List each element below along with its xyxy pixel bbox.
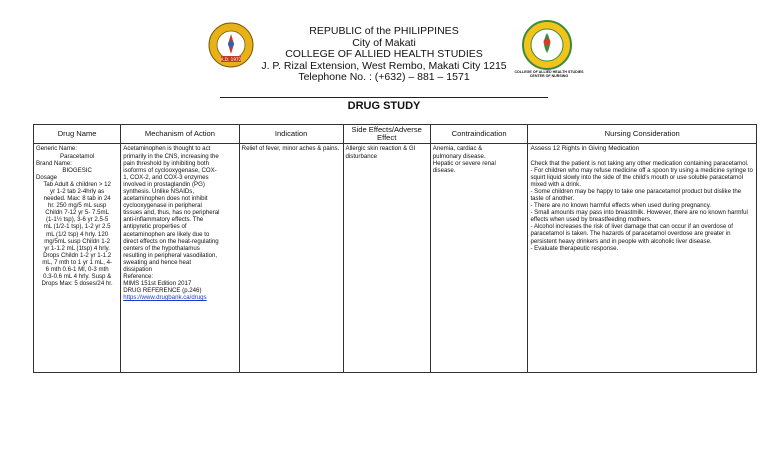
header-mechanism: Mechanism of Action	[121, 125, 239, 144]
mechanism-line: sweating and hence heat	[123, 258, 192, 266]
nursing-first-line: Assess 12 Rights in Giving Medication	[530, 145, 640, 153]
nursing-paragraph: - For children who may refuse medicine off a spoon try using a medicine syringe to squirt liquid slowly into the side of the child's mouth or use soluble paracetamol mixed with a drink.	[530, 166, 753, 188]
mechanism-line: dissipation	[123, 266, 153, 273]
mechanism-line: synthesis. Unlike NSAIDs,	[123, 187, 195, 195]
mechanism-line: Acetaminophen is thought to act	[123, 145, 211, 153]
dosage-label: Dosage	[36, 173, 58, 181]
mechanism-line: antipyretic properties of	[123, 223, 187, 231]
reference-line: DRUG REFERENCE (p.246)	[123, 287, 202, 295]
indication-cell: Relief of fever, minor aches & pains.	[239, 144, 343, 373]
mechanism-line: resulting in peripheral vasodilation,	[123, 251, 218, 259]
republic-line: REPUBLIC of the PHILIPPINES	[309, 25, 459, 37]
nursing-paragraph: Check that the patient is not taking any other medication containing paracetamol.	[530, 159, 749, 167]
mechanism-line: pain threshold by inhibiting both	[123, 159, 209, 167]
left-logo-text: A.D. 1972	[220, 57, 242, 62]
contraindication-line: disease.	[432, 166, 456, 174]
header-contraindication: Contraindication	[430, 125, 528, 144]
mechanism-line: isoforms of cyclooxygenase, COX-	[123, 166, 217, 174]
header-divider	[220, 97, 548, 98]
nursing-paragraph: - There are no known harmful effects when used during pregnancy.	[530, 202, 711, 210]
brand-name: BIOGESIC	[62, 166, 92, 174]
nursing-paragraph: - Some children may be happy to take one paracetamol product but dislike the taste of another.	[530, 187, 742, 202]
dosage-line: mL (1/2 tsp) 4 hrly. 120	[46, 230, 109, 238]
nursing-paragraph: - Alcohol increases the risk of liver damage that can occur if an overdose of paracetamol is taken. The hazards of paracetamol overdose are greater in persistent heavy drinkers and in people with alcoholic liver disease.	[530, 223, 733, 245]
reference-label: Reference:	[123, 273, 154, 281]
telephone-line: Telephone No. : (+632) – 881 – 1571	[298, 71, 470, 83]
contraindication-line: pulmonary disease.	[432, 152, 486, 160]
nursing-paragraph: - Small amounts may pass into breastmilk. However, there are no known harmful effects when used by breastfeeding mothers.	[530, 209, 748, 224]
reference-line: MIMS 151st Edition 2017	[123, 280, 192, 288]
header-side-effects: Side Effects/Adverse Effect	[343, 125, 430, 144]
header-indication: Indication	[239, 125, 343, 144]
dosage-line: yr 1-1.2 mL (1tsp) 4 hrly.	[44, 244, 110, 252]
dosage-line: Childn 7-12 yr 5- 7.5mL	[45, 209, 109, 217]
nursing-consideration-cell	[528, 144, 757, 373]
contraindication-cell	[430, 144, 528, 373]
drug-name-cell	[34, 144, 121, 373]
generic-label: Generic Name:	[36, 145, 77, 153]
header-nursing-consideration: Nursing Consideration	[528, 125, 757, 144]
dosage-line: 6 mth 0.6-1 Ml, 0-3 mth	[45, 266, 109, 273]
dosage-line: (1-1½ tsp), 3-6 yr 2.5-5	[45, 216, 109, 224]
side-effects-cell: Allergic skin reaction & GI disturbance	[343, 144, 430, 373]
dosage-line: 0.3-0.6 mL 4 hrly. Susp &	[43, 273, 112, 281]
contraindication-line: Anemia, cardiac &	[432, 145, 483, 153]
dosage-line: mL, 7 mth to 1 yr 1 mL, 4-	[42, 258, 112, 266]
letterhead	[0, 26, 768, 84]
header-drug-name: Drug Name	[34, 125, 121, 144]
right-logo-caption-bottom: CENTER OF NURSING	[529, 74, 569, 78]
page-title: DRUG STUDY	[347, 100, 421, 112]
dosage-line: Tab Adult & children > 12	[43, 180, 111, 188]
college-line: COLLEGE OF ALLIED HEALTH STUDIES	[285, 48, 483, 60]
dosage-line: mg/5mL susp Childn 1-2	[44, 237, 111, 245]
dosage-line: needed. Max: 8 tab in 24	[43, 195, 111, 203]
mechanism-line: 1, COX-2, and COX-3 enzymes	[123, 173, 209, 181]
mechanism-line: acetaminophen does not inhibit	[123, 195, 208, 203]
table-row	[34, 144, 757, 373]
dosage-line: mL (1/2-1 tsp), 1-2 yr 2.5	[43, 223, 111, 231]
mechanism-line: centers of the hypothalamus	[123, 244, 200, 252]
contraindication-line: Hepatic or severe renal	[432, 159, 496, 167]
dosage-line: Drops Childn 1-2 yr 1-1.2	[43, 251, 112, 259]
mechanism-line: primarily in the CNS, increasing the	[123, 152, 219, 160]
reference-link[interactable]: https://www.drugbank.ca/drugs	[123, 294, 207, 302]
mechanism-line: anti-inflammatory effects. The	[123, 216, 204, 224]
mechanism-line: cyclooxygenase in peripheral	[123, 202, 202, 210]
city-line: City of Makati	[352, 36, 416, 49]
mechanism-line: acetaminophen are likely due to	[123, 230, 210, 238]
dosage-line: yr 1-2 tab 2-4hrly as	[50, 187, 105, 195]
dosage-line: hr. 250 mg/5 mL susp	[47, 202, 107, 210]
mechanism-line: tissues and, thus, has no peripheral	[123, 209, 220, 217]
table-header-row	[34, 125, 757, 144]
brand-label: Brand Name:	[36, 159, 72, 167]
nursing-paragraph: - Evaluate therapeutic response.	[530, 244, 619, 252]
drug-study-table	[33, 124, 757, 373]
generic-name: Paracetamol	[60, 152, 95, 160]
mechanism-line: involved in prostaglandin (PG)	[123, 180, 205, 188]
mechanism-cell	[121, 144, 239, 373]
dosage-line: Drops Max: 5 doses/24 hr.	[41, 280, 113, 288]
mechanism-line: direct effects on the heat-regulating	[123, 237, 219, 245]
right-logo-caption-top: COLLEGE OF ALLIED HEALTH STUDIES	[514, 70, 584, 74]
address-line: J. P. Rizal Extension, West Rembo, Makati City 1215	[261, 59, 507, 72]
